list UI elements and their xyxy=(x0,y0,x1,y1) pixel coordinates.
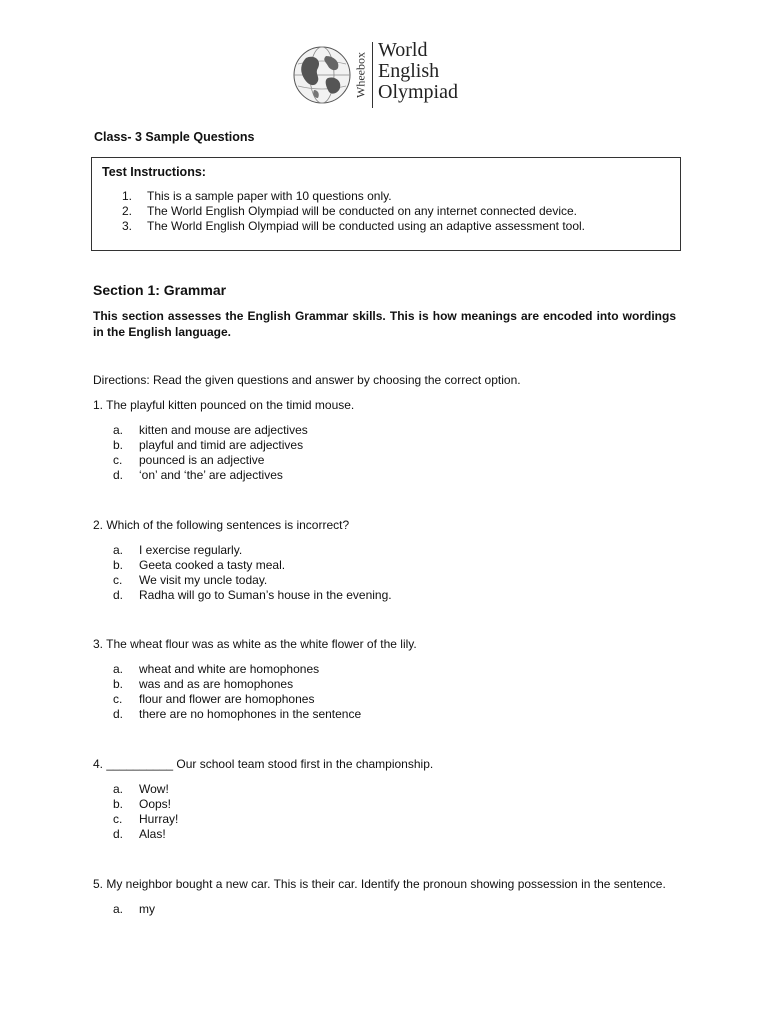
option-item[interactable]: d. Alas! xyxy=(113,827,166,841)
option-item[interactable]: b. playful and timid are adjectives xyxy=(113,438,304,452)
instructions-heading: Test Instructions: xyxy=(102,165,206,179)
question-4 xyxy=(93,757,678,842)
section-title: Section 1: Grammar xyxy=(93,282,227,298)
option-item[interactable]: b. Oops! xyxy=(113,797,172,811)
question-text: 1. The playful kitten pounced on the timid mouse. xyxy=(93,398,355,412)
class-title: Class- 3 Sample Questions xyxy=(94,130,255,144)
question-3 xyxy=(93,637,678,722)
option-list xyxy=(113,782,678,842)
question-text: 3. The wheat flour was as white as the white flower of the lily. xyxy=(93,637,417,651)
globe-icon xyxy=(292,44,352,106)
instruction-item: 1. This is a sample paper with 10 questions only. xyxy=(122,189,392,203)
option-item[interactable]: a. Wow! xyxy=(113,782,169,796)
option-item[interactable]: b. Geeta cooked a tasty meal. xyxy=(113,558,286,572)
logo-line-world: World xyxy=(378,39,428,61)
option-item[interactable]: a. I exercise regularly. xyxy=(113,543,243,557)
option-list xyxy=(113,423,678,483)
option-item[interactable]: c. flour and flower are homophones xyxy=(113,692,315,706)
logo-line-olympiad: Olympiad xyxy=(378,81,458,103)
question-text: 5. My neighbor bought a new car. This is their car. Identify the pronoun showing possession in the sentence. xyxy=(93,877,666,891)
question-text: 2. Which of the following sentences is incorrect? xyxy=(93,518,350,532)
logo-wordmark xyxy=(378,40,458,103)
logo-line-english: English xyxy=(378,60,440,82)
question-5 xyxy=(93,877,678,917)
world-english-olympiad-logo xyxy=(292,40,492,112)
brand-vertical-label: Wheebox xyxy=(353,52,368,98)
instructions-list xyxy=(122,189,585,234)
option-item[interactable]: c. Hurray! xyxy=(113,812,179,826)
option-item[interactable]: c. We visit my uncle today. xyxy=(113,573,268,587)
option-item[interactable]: a. wheat and white are homophones xyxy=(113,662,320,676)
directions-text: Directions: Read the given questions and answer by choosing the correct option. xyxy=(93,373,521,387)
question-2 xyxy=(93,518,678,603)
option-item[interactable]: d. there are no homophones in the sentence xyxy=(113,707,362,721)
test-instructions-box xyxy=(91,157,681,251)
option-list xyxy=(113,543,678,603)
option-list xyxy=(113,662,678,722)
logo-divider xyxy=(372,42,373,108)
instruction-item: 3. The World English Olympiad will be conducted using an adaptive assessment tool. xyxy=(122,219,586,233)
option-item[interactable]: c. pounced is an adjective xyxy=(113,453,265,467)
question-text: 4. __________ Our school team stood first in the championship. xyxy=(93,757,434,771)
question-1 xyxy=(93,398,678,483)
option-item[interactable]: a. kitten and mouse are adjectives xyxy=(113,423,308,437)
option-item[interactable]: d. ‘on’ and ‘the’ are adjectives xyxy=(113,468,283,482)
option-item[interactable]: d. Radha will go to Suman’s house in the evening. xyxy=(113,588,392,602)
option-item[interactable]: a. my xyxy=(113,902,155,916)
option-list xyxy=(113,902,678,917)
option-item[interactable]: b. was and as are homophones xyxy=(113,677,294,691)
section-description: This section assesses the English Grammar skills. This is how meanings are encoded into wordings in the English language. xyxy=(93,309,676,339)
instruction-item: 2. The World English Olympiad will be conducted on any internet connected device. xyxy=(122,204,578,218)
